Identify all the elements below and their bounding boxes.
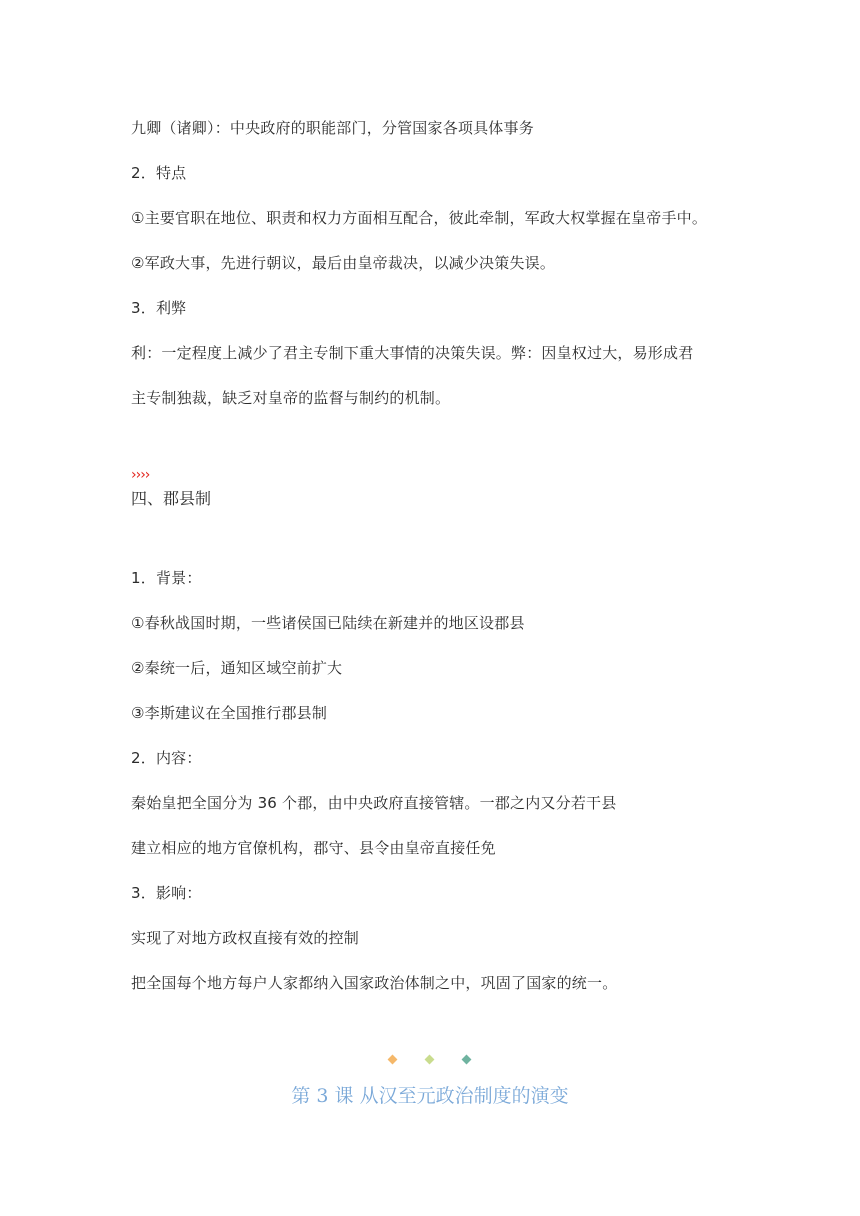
diamond-icon: [425, 1055, 435, 1065]
content-line-1: 秦始皇把全国分为 36 个郡，由中央政府直接管辖。一郡之内又分若干县: [131, 794, 617, 812]
section-heading-junxian: 四、郡县制: [131, 489, 212, 508]
jiuqing-paragraph: 九卿（诸卿）：中央政府的职能部门，分管国家各项具体事务: [131, 119, 534, 137]
section-marker-chevrons: ››››: [131, 467, 150, 483]
pros-cons-paragraph-line-1: 利：一定程度上减少了君主专制下重大事情的决策失误。弊：因皇权过大，易形成君: [131, 344, 694, 362]
diamond-icon: [462, 1055, 472, 1065]
background-item-3: ③李斯建议在全国推行郡县制: [131, 704, 328, 722]
content-line-2: 建立相应的地方官僚机构，郡守、县令由皇帝直接任免: [131, 839, 496, 857]
impact-line-1: 实现了对地方政权直接有效的控制: [131, 929, 360, 947]
impact-heading: 3．影响：: [131, 884, 202, 902]
decorative-diamonds: [387, 1055, 477, 1067]
background-heading: 1．背景：: [131, 569, 202, 587]
pros-cons-heading: 3．利弊: [131, 299, 187, 317]
feature-item-1: ①主要官职在地位、职责和权力方面相互配合，彼此牵制，军政大权掌握在皇帝手中。: [131, 209, 708, 227]
content-heading: 2．内容：: [131, 749, 202, 767]
diamond-icon: [388, 1055, 398, 1065]
lesson-title: 第 3 课 从汉至元政治制度的演变: [291, 1085, 569, 1107]
features-heading: 2．特点: [131, 164, 187, 182]
feature-item-2: ②军政大事，先进行朝议，最后由皇帝裁决，以减少决策失误。: [131, 254, 556, 272]
background-item-1: ①春秋战国时期，一些诸侯国已陆续在新建并的地区设郡县: [131, 614, 525, 632]
background-item-2: ②秦统一后，通知区域空前扩大: [131, 659, 343, 677]
pros-cons-paragraph-line-2: 主专制独裁，缺乏对皇帝的监督与制约的机制。: [131, 389, 451, 407]
impact-line-2: 把全国每个地方每户人家都纳入国家政治体制之中，巩固了国家的统一。: [131, 974, 618, 992]
